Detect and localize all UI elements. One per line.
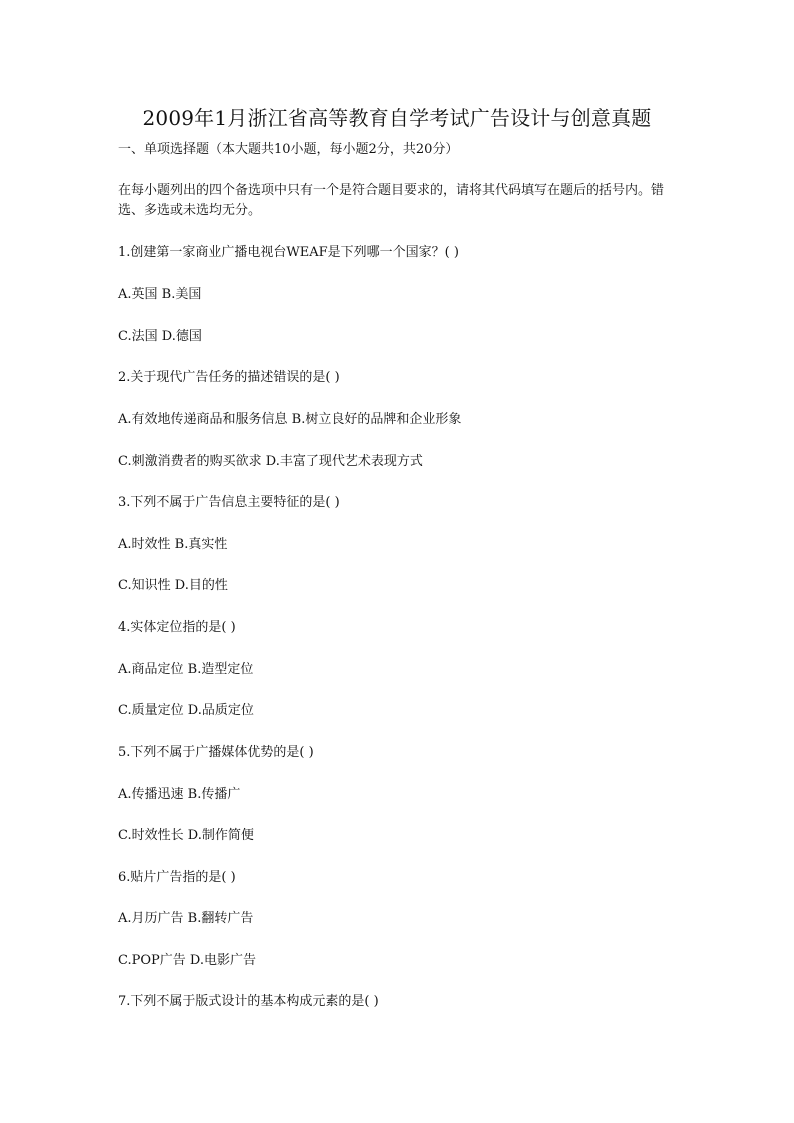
question-3-options-cd: C.知识性 D.目的性	[118, 578, 228, 593]
question-6-stem: 6.贴片广告指的是( )	[118, 870, 236, 885]
question-6-options-cd: C.POP广告 D.电影广告	[118, 953, 256, 968]
question-6-options-ab: A.月历广告 B.翻转广告	[118, 911, 254, 926]
question-3-stem: 3.下列不属于广告信息主要特征的是( )	[118, 495, 340, 510]
question-4-stem: 4.实体定位指的是( )	[118, 620, 236, 635]
question-5-options-ab: A.传播迅速 B.传播广	[118, 787, 241, 802]
question-4-options-ab: A.商品定位 B.造型定位	[118, 662, 254, 677]
question-4-options-cd: C.质量定位 D.品质定位	[118, 703, 254, 718]
instructions-paragraph: 在每小题列出的四个备选项中只有一个是符合题目要求的，请将其代码填写在题后的括号内。错选、多选或未选均无分。	[118, 183, 665, 218]
question-1-stem: 1.创建第一家商业广播电视台WEAF是下列哪一个国家？( )	[118, 245, 459, 260]
question-1-options-ab: A.英国 B.美国	[118, 287, 202, 302]
question-1-options-cd: C.法国 D.德国	[118, 329, 202, 344]
question-3-options-ab: A.时效性 B.真实性	[118, 537, 228, 552]
question-2-options-ab: A.有效地传递商品和服务信息 B.树立良好的品牌和企业形象	[118, 412, 462, 427]
question-5-options-cd: C.时效性长 D.制作简便	[118, 828, 254, 843]
section-heading: 一、单项选择题（本大题共10小题，每小题2分，共20分）	[118, 142, 459, 157]
question-2-options-cd: C.刺激消费者的购买欲求 D.丰富了现代艺术表现方式	[118, 454, 423, 469]
question-7-stem: 7.下列不属于版式设计的基本构成元素的是( )	[118, 994, 379, 1009]
question-2-stem: 2.关于现代广告任务的描述错误的是( )	[118, 370, 340, 385]
page-title: 2009年1月浙江省高等教育自学考试广告设计与创意真题	[142, 106, 652, 130]
question-5-stem: 5.下列不属于广播媒体优势的是( )	[118, 745, 314, 760]
